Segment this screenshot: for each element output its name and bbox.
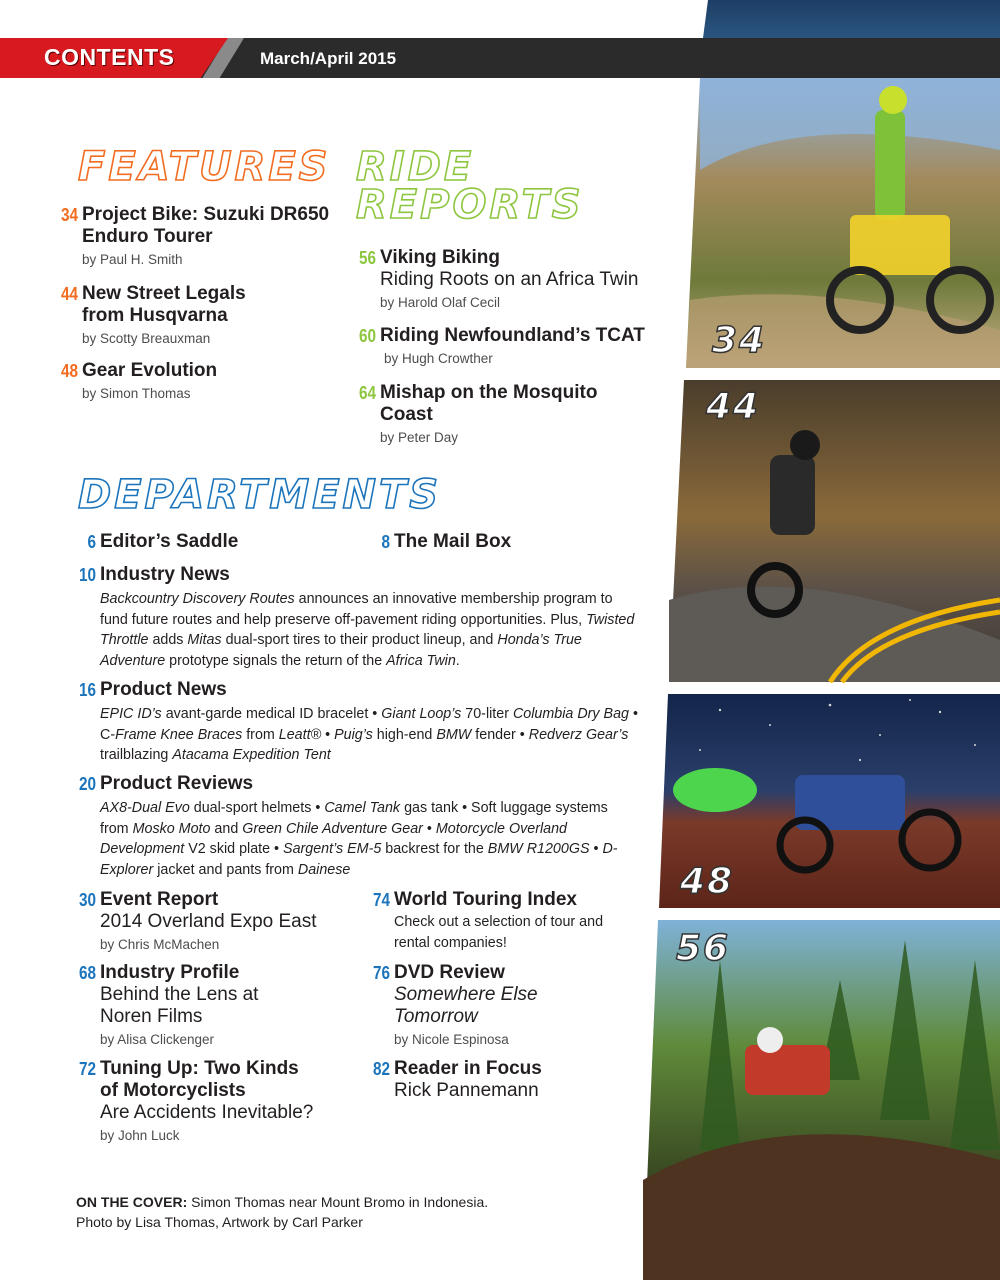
italic-name: Giant Loop’s bbox=[381, 706, 462, 722]
department-subtitle: Are Accidents Inevitable? bbox=[100, 1102, 314, 1123]
motorcycle-body bbox=[745, 1045, 830, 1095]
page-number: 44 bbox=[60, 284, 78, 304]
department-entry-product-reviews[interactable] bbox=[70, 773, 640, 880]
department-title: Editor’s Saddle bbox=[100, 531, 239, 552]
ride-report-title: Mishap on the Mosquito Coast bbox=[380, 382, 598, 425]
contents-label: CONTENTS bbox=[44, 44, 175, 70]
department-byline: by Alisa Clickenger bbox=[100, 1032, 215, 1047]
tent bbox=[673, 768, 757, 812]
desc-text: announces an innovative membership program to fund future routes and help preserve off-pavement riding opportunities. Plus, bbox=[100, 591, 613, 628]
department-subtitle: Behind the Lens at Noren Films bbox=[100, 984, 259, 1027]
department-entry-product-news[interactable] bbox=[70, 679, 640, 766]
page-number: 76 bbox=[372, 963, 390, 983]
desc-text: V2 skid plate • bbox=[184, 841, 284, 857]
department-title: Product News bbox=[100, 679, 227, 700]
italic-name: Mitas bbox=[187, 632, 222, 648]
desc-text: prototype signals the return of the bbox=[165, 652, 387, 669]
page-number: 74 bbox=[372, 890, 390, 910]
page-number: 20 bbox=[78, 774, 96, 794]
feature-entry[interactable] bbox=[52, 204, 332, 270]
rider-figure bbox=[875, 110, 905, 220]
issue-date: March/April 2015 bbox=[260, 49, 397, 68]
feature-byline: by Simon Thomas bbox=[82, 386, 191, 401]
desc-text: avant-garde medical ID bracelet • bbox=[161, 706, 382, 722]
department-title: Industry Profile bbox=[100, 962, 240, 983]
italic-name: D-Explorer bbox=[100, 841, 618, 878]
photo-viking-biking[interactable] bbox=[643, 920, 1000, 1280]
page-number: 8 bbox=[381, 532, 390, 552]
department-entry-mail-box[interactable] bbox=[364, 531, 634, 553]
feature-entry[interactable] bbox=[52, 360, 332, 404]
italic-name: Columbia Dry Bag bbox=[512, 706, 629, 722]
page-number: 56 bbox=[358, 248, 376, 268]
italic-name: Twisted Throttle bbox=[100, 611, 635, 648]
ride-reports-heading-line2: REPORTS bbox=[356, 182, 584, 228]
italic-name: Africa Twin bbox=[386, 652, 456, 669]
dirt-trail bbox=[643, 1134, 1000, 1280]
desc-text: • bbox=[422, 820, 436, 837]
ride-report-byline: by Harold Olaf Cecil bbox=[380, 295, 501, 310]
page-number: 82 bbox=[372, 1059, 390, 1079]
page-number: 6 bbox=[87, 532, 96, 552]
italic-name: Sargent’s EM-5 bbox=[283, 841, 382, 857]
italic-name: Honda’s True Adventure bbox=[100, 632, 582, 669]
rider-helmet bbox=[757, 1027, 783, 1053]
department-title: Event Report bbox=[100, 889, 219, 910]
ride-report-title: Viking Biking bbox=[380, 247, 501, 268]
ride-report-entry[interactable] bbox=[350, 382, 650, 448]
italic-name: Motorcycle Overland Development bbox=[100, 820, 567, 857]
desc-text: jacket and pants from bbox=[153, 861, 298, 878]
department-entry-event-report[interactable] bbox=[70, 889, 350, 955]
italic-name: Green Chile Adventure Gear bbox=[242, 820, 423, 837]
desc-text: • bbox=[321, 726, 335, 743]
ride-report-subtitle: Riding Roots on an Africa Twin bbox=[380, 269, 639, 290]
italic-name: BMW R1200GS bbox=[487, 841, 590, 857]
department-subtitle: Somewhere Else Tomorrow bbox=[394, 984, 538, 1027]
cover-photo-credit: Photo by Lisa Thomas, Artwork by Carl Parker bbox=[76, 1214, 363, 1230]
department-entry-editors-saddle[interactable] bbox=[70, 531, 340, 553]
desc-text: . bbox=[455, 652, 460, 669]
ride-report-byline: by Peter Day bbox=[380, 430, 459, 445]
ride-reports-heading-line1: RIDE bbox=[356, 144, 475, 190]
department-entry-reader-in-focus[interactable] bbox=[364, 1058, 634, 1102]
department-description bbox=[100, 704, 640, 766]
desc-text: adds bbox=[148, 632, 188, 648]
rider-figure bbox=[770, 455, 815, 535]
department-description: Check out a selection of tour and rental companies! bbox=[394, 914, 604, 951]
feature-title: Gear Evolution bbox=[82, 360, 218, 381]
features-heading: FEATURES bbox=[78, 144, 331, 190]
department-subtitle: Rick Pannemann bbox=[394, 1080, 539, 1101]
desc-text: gas tank • Soft luggage systems from bbox=[100, 800, 608, 837]
feature-title: New Street Legals from Husqvarna bbox=[82, 283, 246, 326]
ride-report-entry[interactable] bbox=[350, 247, 680, 313]
photo-top-strip bbox=[703, 0, 1000, 38]
desc-text: • C- bbox=[100, 706, 638, 743]
desc-text: trailblazing bbox=[100, 747, 173, 763]
desc-text: from bbox=[242, 726, 279, 743]
italic-name: Camel Tank bbox=[324, 800, 401, 816]
department-entry-tuning-up[interactable] bbox=[70, 1058, 350, 1146]
department-title: Tuning Up: Two Kinds of Motorcyclists bbox=[100, 1058, 299, 1101]
department-entry-industry-profile[interactable] bbox=[70, 962, 350, 1050]
italic-name: BMW bbox=[436, 726, 472, 743]
feature-entry[interactable] bbox=[52, 283, 332, 349]
department-title: Industry News bbox=[100, 564, 230, 585]
department-title: World Touring Index bbox=[394, 889, 577, 910]
rider-helmet bbox=[790, 430, 820, 460]
photo-page-number: 44 bbox=[706, 386, 761, 427]
department-description bbox=[100, 589, 640, 671]
photo-page-number: 48 bbox=[680, 861, 735, 902]
desc-text: and bbox=[210, 820, 243, 837]
italic-name: Leatt® bbox=[278, 726, 322, 743]
feature-byline: by Scotty Breauxman bbox=[82, 331, 211, 346]
department-entry-dvd-review[interactable] bbox=[364, 962, 634, 1050]
page-number: 30 bbox=[78, 890, 96, 910]
department-title: DVD Review bbox=[394, 962, 505, 983]
italic-name: Puig’s bbox=[334, 726, 373, 743]
department-title: Product Reviews bbox=[100, 773, 254, 794]
department-entry-world-touring-index[interactable] bbox=[364, 889, 634, 953]
ride-report-title: Riding Newfoundland’s TCAT bbox=[380, 325, 645, 346]
italic-name: Frame Knee Braces bbox=[115, 726, 243, 743]
photo-gear-evolution[interactable] bbox=[659, 694, 1000, 908]
ride-report-byline: by Hugh Crowther bbox=[384, 351, 493, 366]
ride-report-entry[interactable] bbox=[350, 325, 680, 369]
department-title: Reader in Focus bbox=[394, 1058, 542, 1079]
desc-text: backrest for the bbox=[381, 841, 488, 857]
page-number: 48 bbox=[60, 361, 78, 381]
desc-text: • bbox=[589, 841, 603, 857]
department-entry-industry-news[interactable] bbox=[70, 564, 640, 671]
ride-reports-heading bbox=[356, 144, 584, 228]
photo-page-number: 34 bbox=[712, 320, 767, 361]
feature-title: Project Bike: Suzuki DR650 Enduro Tourer bbox=[82, 204, 330, 247]
page-number: 72 bbox=[78, 1059, 96, 1079]
desc-text: dual-sport tires to their product lineup, and bbox=[221, 632, 498, 648]
photo-husqvarna[interactable] bbox=[669, 380, 1000, 682]
motorcycle-body bbox=[850, 215, 950, 275]
desc-text: high-end bbox=[372, 726, 437, 743]
italic-name: Mosko Moto bbox=[132, 820, 211, 837]
italic-name: Redverz Gear’s bbox=[528, 726, 629, 743]
page-number: 60 bbox=[358, 326, 376, 346]
italic-name: Backcountry Discovery Routes bbox=[100, 591, 295, 607]
page-number: 16 bbox=[78, 680, 96, 700]
department-byline: by John Luck bbox=[100, 1128, 180, 1143]
page-number: 68 bbox=[78, 963, 96, 983]
desc-text: fender • bbox=[471, 726, 529, 743]
photo-page-number: 56 bbox=[676, 928, 731, 969]
italic-name: EPIC ID’s bbox=[100, 706, 162, 722]
photo-project-bike[interactable] bbox=[686, 78, 1000, 368]
department-byline: by Nicole Espinosa bbox=[394, 1032, 509, 1047]
departments-heading: DEPARTMENTS bbox=[78, 472, 442, 518]
department-subtitle: 2014 Overland Expo East bbox=[100, 911, 317, 932]
department-title: The Mail Box bbox=[394, 531, 512, 552]
rider-helmet bbox=[879, 86, 907, 114]
page-number: 34 bbox=[60, 205, 78, 225]
desc-text: dual-sport helmets • bbox=[189, 800, 325, 816]
cover-credit bbox=[76, 1192, 636, 1232]
page-number: 64 bbox=[358, 383, 376, 403]
italic-name: Dainese bbox=[297, 861, 351, 878]
italic-name: AX8-Dual Evo bbox=[100, 800, 190, 816]
italic-name: Atacama Expedition Tent bbox=[172, 747, 331, 763]
page-number: 10 bbox=[78, 565, 96, 585]
cover-label: ON THE COVER: bbox=[76, 1194, 188, 1210]
desc-text: 70-liter bbox=[461, 706, 513, 722]
feature-byline: by Paul H. Smith bbox=[82, 252, 183, 267]
department-description bbox=[100, 798, 640, 880]
cover-text: Simon Thomas near Mount Bromo in Indonesia. bbox=[187, 1194, 489, 1210]
department-byline: by Chris McMachen bbox=[100, 937, 220, 952]
